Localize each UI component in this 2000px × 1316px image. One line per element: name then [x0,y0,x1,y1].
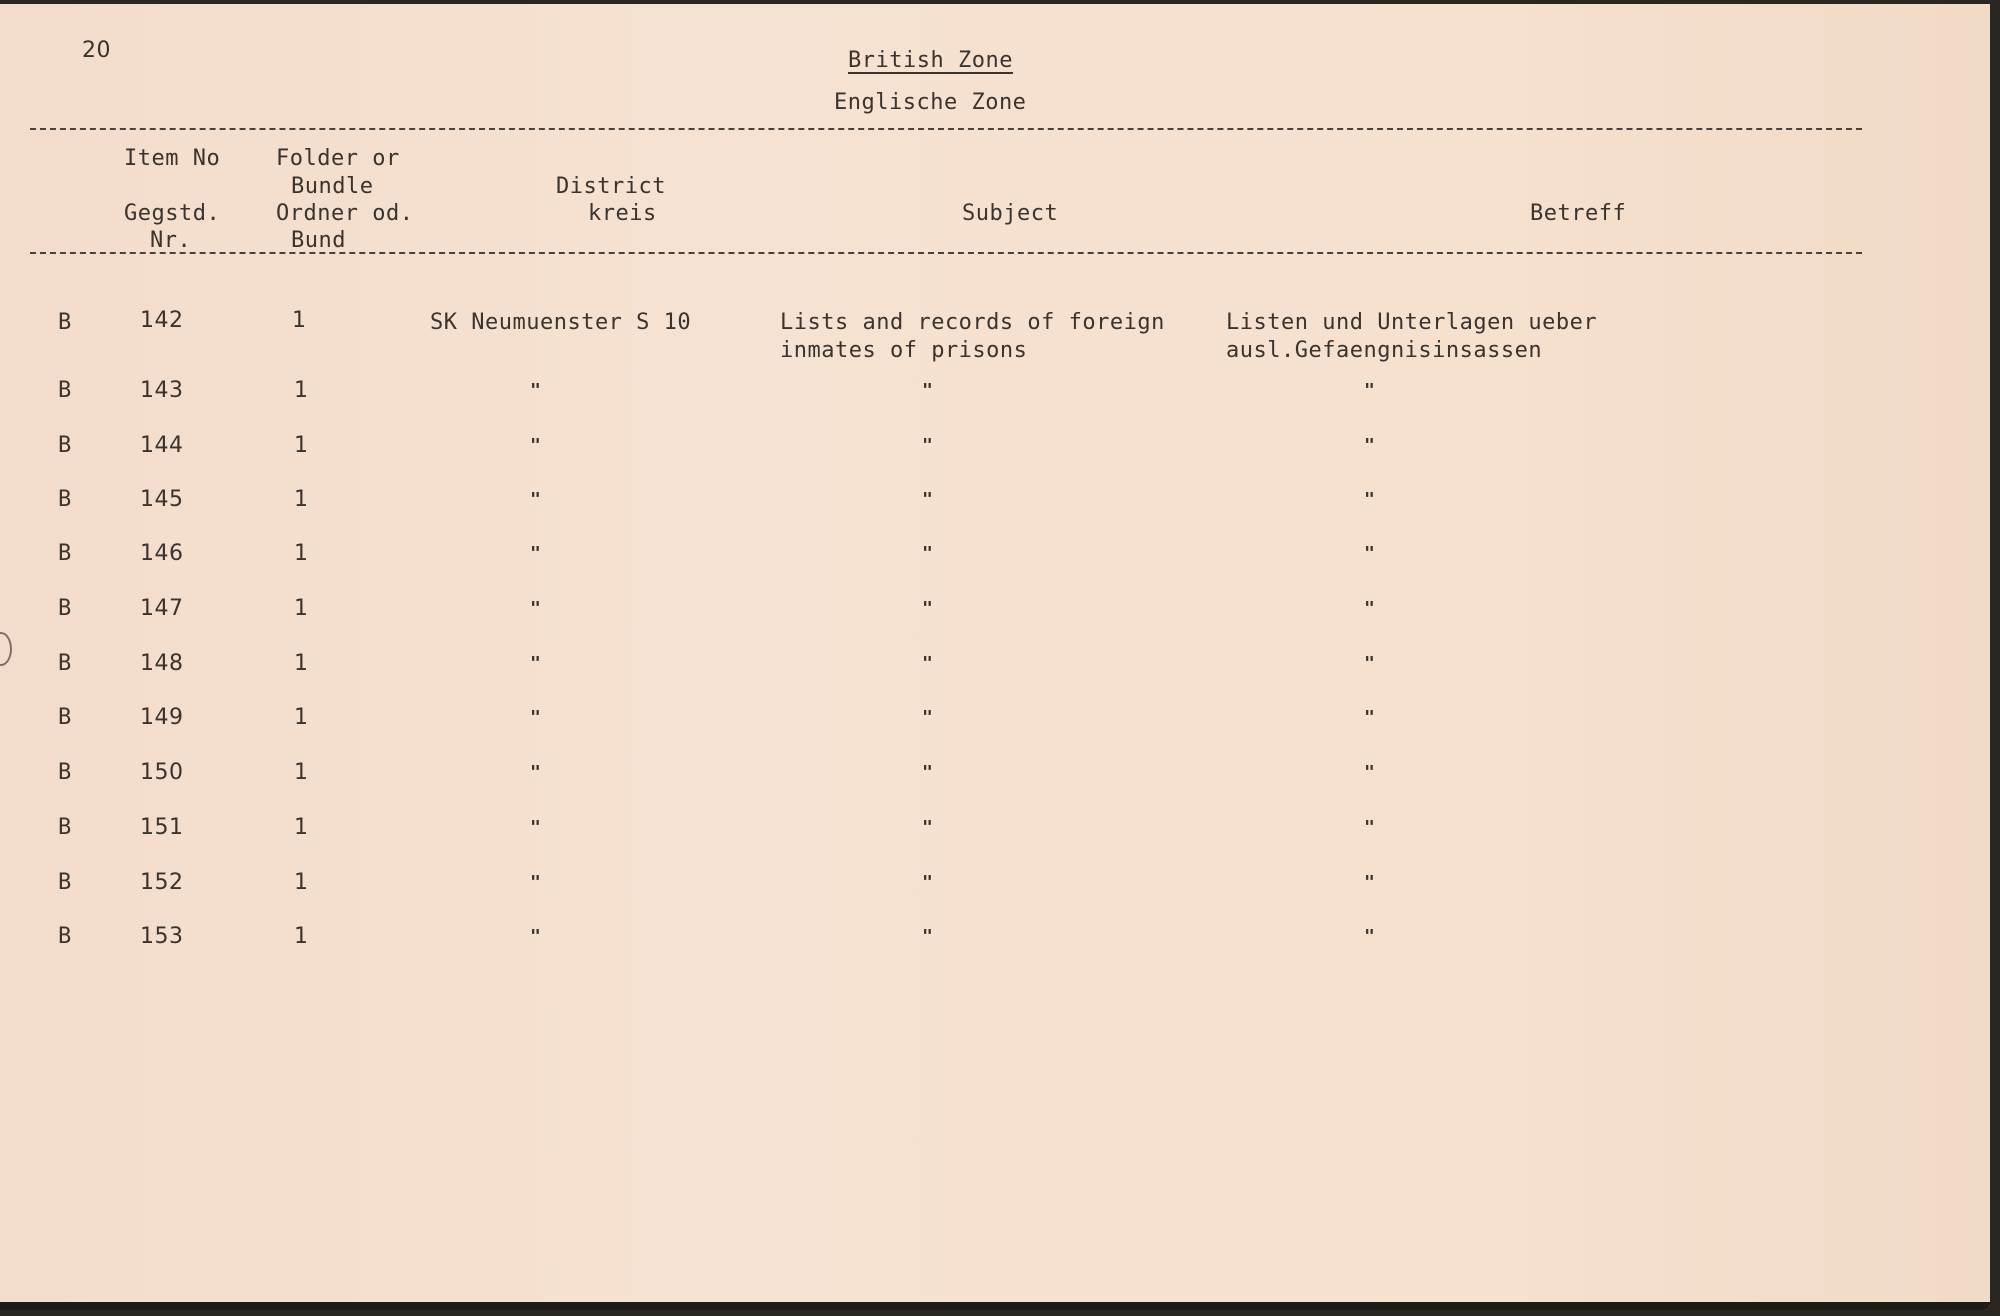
row-prefix: B [58,651,72,676]
document-page [0,4,1990,1310]
district-ditto-mark: " [530,762,541,783]
row-item-number: 148 [140,651,184,676]
row-folder-count: 1 [294,541,309,566]
district-ditto-mark: " [530,872,541,893]
row-folder-count: 1 [294,924,309,949]
row-prefix: B [58,310,72,335]
page-number: 20 [82,38,111,63]
district-ditto-mark: " [530,817,541,838]
row-prefix: B [58,487,72,512]
margin-mark [0,632,12,666]
header-item-no-de-1: Gegstd. [124,201,221,226]
subject-ditto-mark: " [922,926,933,947]
header-district-en: District [556,174,666,199]
district-ditto-mark: " [530,435,541,456]
subject-ditto-mark: " [922,598,933,619]
row-subject-line-1: Lists and records of foreign [780,310,1165,335]
subject-ditto-mark: " [922,707,933,728]
subject-ditto-mark: " [922,762,933,783]
row-prefix: B [58,815,72,840]
header-folder-de-2: Bund [291,228,346,253]
row-folder-count: 1 [294,760,309,785]
row-folder-count: 1 [294,705,309,730]
row-folder-count: 1 [294,378,309,403]
subject-ditto-mark: " [922,872,933,893]
header-subject: Subject [962,201,1059,226]
header-folder-en-1: Folder or [276,146,400,171]
district-ditto-mark: " [530,653,541,674]
subject-ditto-mark: " [922,653,933,674]
row-item-number: 151 [140,815,184,840]
betreff-ditto-mark: " [1364,653,1375,674]
page-subtitle: Englische Zone [834,90,1027,115]
subject-ditto-mark: " [922,543,933,564]
row-item-number: 142 [140,308,184,333]
betreff-ditto-mark: " [1364,435,1375,456]
row-betreff-line-1: Listen und Unterlagen ueber [1226,310,1598,335]
row-item-number: 150 [140,760,184,785]
district-ditto-mark: " [530,598,541,619]
row-item-number: 153 [140,924,184,949]
district-ditto-mark: " [530,489,541,510]
district-ditto-mark: " [530,543,541,564]
row-item-number: 146 [140,541,184,566]
row-prefix: B [58,705,72,730]
subject-ditto-mark: " [922,380,933,401]
header-top-rule [30,128,1862,130]
header-district-de: kreis [588,201,657,226]
betreff-ditto-mark: " [1364,380,1375,401]
row-folder-count: 1 [294,487,309,512]
row-folder-count: 1 [294,596,309,621]
betreff-ditto-mark: " [1364,817,1375,838]
row-prefix: B [58,596,72,621]
header-item-no-de-2: Nr. [150,228,192,253]
betreff-ditto-mark: " [1364,926,1375,947]
row-prefix: B [58,870,72,895]
betreff-ditto-mark: " [1364,543,1375,564]
row-prefix: B [58,378,72,403]
betreff-ditto-mark: " [1364,762,1375,783]
row-item-number: 143 [140,378,184,403]
district-ditto-mark: " [530,380,541,401]
row-item-number: 152 [140,870,184,895]
district-ditto-mark: " [530,926,541,947]
row-prefix: B [58,760,72,785]
subject-ditto-mark: " [922,435,933,456]
row-folder-count: 1 [292,308,307,333]
betreff-ditto-mark: " [1364,872,1375,893]
row-prefix: B [58,433,72,458]
subject-ditto-mark: " [922,489,933,510]
subject-ditto-mark: " [922,817,933,838]
row-folder-count: 1 [294,433,309,458]
row-item-number: 145 [140,487,184,512]
district-ditto-mark: " [530,707,541,728]
row-prefix: B [58,924,72,949]
betreff-ditto-mark: " [1364,489,1375,510]
row-item-number: 144 [140,433,184,458]
header-folder-de-1: Ordner od. [276,201,414,226]
row-subject-line-2: inmates of prisons [780,338,1028,363]
header-bottom-rule [30,252,1862,254]
betreff-ditto-mark: " [1364,598,1375,619]
row-folder-count: 1 [294,651,309,676]
page-title: British Zone [848,48,1013,73]
row-folder-count: 1 [294,815,309,840]
row-district: SK Neumuenster S 10 [430,310,692,335]
row-item-number: 149 [140,705,184,730]
header-betreff: Betreff [1530,201,1627,226]
header-item-no-en: Item No [124,146,221,171]
row-betreff-line-2: ausl.Gefaengnisinsassen [1226,338,1543,363]
betreff-ditto-mark: " [1364,707,1375,728]
header-folder-en-2: Bundle [291,174,374,199]
row-folder-count: 1 [294,870,309,895]
row-prefix: B [58,541,72,566]
row-item-number: 147 [140,596,184,621]
